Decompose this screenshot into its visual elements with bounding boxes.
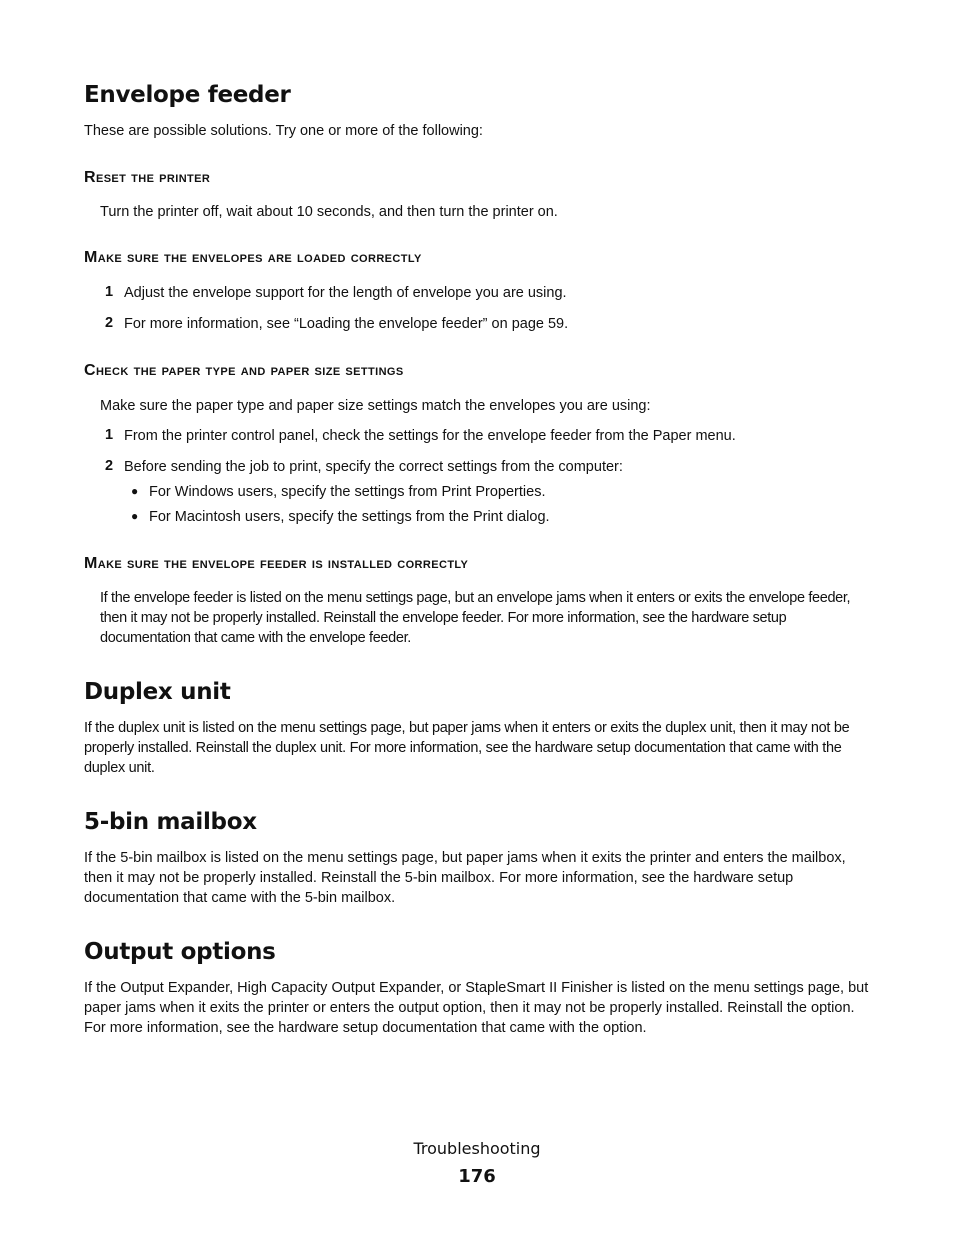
envelope-feeder-intro: These are possible solutions. Try one or more of the following: xyxy=(84,123,483,139)
reset-printer-text: Turn the printer off, wait about 10 seconds, and then turn the printer on. xyxy=(100,204,558,220)
step-number: 2 xyxy=(105,315,114,331)
step-number: 1 xyxy=(105,427,114,443)
output-options-text: If the Output Expander, High Capacity Output Expander, or StapleSmart II Finisher is listed on the menu settings page, but paper jams when it exits the printer or enters the output option, then it may not be properly installed. Reinstall the option. For more information, see the hardware setup documentation that came with the option. xyxy=(84,980,869,1036)
feeder-installed-text: If the envelope feeder is listed on the menu settings page, but an envelope jams when it enters or exits the envelope feeder, then it may not be properly installed. Reinstall the envelope feeder. For more information, see the hardware setup documentation that came with the envelope feeder. xyxy=(100,590,851,646)
step-text: Adjust the envelope support for the length of envelope you are using. xyxy=(124,285,567,301)
step-number: 1 xyxy=(105,284,114,300)
section-heading-envelope-feeder: Envelope feeder xyxy=(84,82,291,108)
subheading-reset-printer: Reset the printer xyxy=(84,169,211,186)
bullet-icon: ● xyxy=(131,484,139,498)
bullet-text: For Macintosh users, specify the settings from the Print dialog. xyxy=(149,509,550,525)
bullet-text: For Windows users, specify the settings from Print Properties. xyxy=(149,484,546,500)
step-text: From the printer control panel, check the settings for the envelope feeder from the Paper menu. xyxy=(124,428,736,444)
step-text: For more information, see “Loading the envelope feeder” on page 59. xyxy=(124,316,569,332)
section-heading-output-options: Output options xyxy=(84,939,276,965)
duplex-unit-text: If the duplex unit is listed on the menu settings page, but paper jams when it enters or exits the duplex unit, then it may not be properly installed. Reinstall the duplex unit. For more information, see the hardware setup documentation that came with the duplex unit. xyxy=(84,720,850,776)
page-number: 176 xyxy=(458,1166,496,1187)
step-text: Before sending the job to print, specify the correct settings from the computer: xyxy=(124,459,623,475)
step-number: 2 xyxy=(105,458,114,474)
mailbox-text: If the 5-bin mailbox is listed on the menu settings page, but paper jams when it exits the printer and enters the mailbox, then it may not be properly installed. Reinstall the 5-bin mailbox. For more information, see the hardware setup documentation that came with the 5-bin mailbox. xyxy=(84,850,846,906)
footer-section-label: Troubleshooting xyxy=(413,1139,541,1158)
subheading-feeder-installed: Make sure the envelope feeder is installed correctly xyxy=(84,555,469,572)
subheading-check-settings: Check the paper type and paper size settings xyxy=(84,362,404,379)
section-heading-mailbox: 5-bin mailbox xyxy=(84,809,257,835)
check-settings-intro: Make sure the paper type and paper size settings match the envelopes you are using: xyxy=(100,398,651,414)
section-heading-duplex-unit: Duplex unit xyxy=(84,679,231,705)
bullet-icon: ● xyxy=(131,509,139,523)
subheading-envelopes-loaded: Make sure the envelopes are loaded correctly xyxy=(84,249,422,266)
